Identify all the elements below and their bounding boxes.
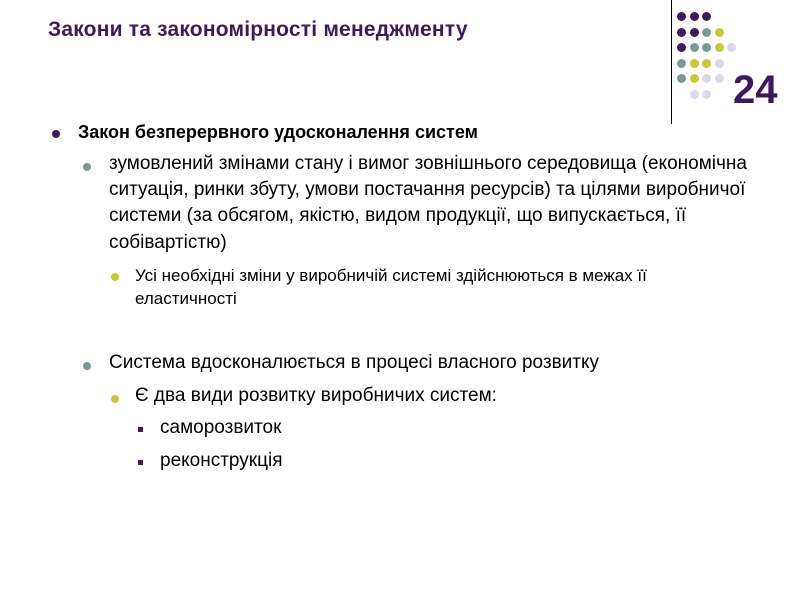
decorative-dot [677, 74, 686, 83]
decorative-dot [690, 28, 699, 37]
decorative-dot [702, 59, 711, 68]
slide-number: 24 [733, 68, 778, 112]
decorative-dot [702, 90, 711, 99]
decorative-dot [715, 59, 724, 68]
bullet-reconstruction: реконструкція [160, 448, 660, 474]
decorative-dot [677, 12, 686, 21]
decorative-dot [690, 43, 699, 52]
bullet-law-description: зумовлений змінами стану і вимог зовнішнього середовища (економічна ситуація, ринки збуту, умови постачання ресурсів) та цілями виробничої системи (за обсягом, якістю, видом продукції, що випускається, її собівартістю) [109, 151, 759, 256]
decorative-dot [690, 12, 699, 21]
decorative-dot [702, 28, 711, 37]
decorative-dot [702, 74, 711, 83]
decorative-dot [690, 90, 699, 99]
decorative-dot [715, 43, 724, 52]
bullet-elasticity: Усі необхідні зміни у виробничій системі здійснюються в межах її еластичності [135, 264, 715, 311]
bullet-icon [52, 130, 60, 138]
decorative-dot [702, 12, 711, 21]
decorative-dot [677, 43, 686, 52]
decorative-dot [702, 43, 711, 52]
bullet-icon [83, 362, 91, 370]
slide-title: Закони та закономірності менеджменту [48, 18, 468, 41]
decorative-dot [690, 74, 699, 83]
decorative-dot [715, 28, 724, 37]
bullet-icon [111, 273, 119, 281]
divider-line [671, 0, 672, 124]
square-bullet-icon [138, 460, 143, 465]
square-bullet-icon [138, 427, 143, 432]
decorative-dot [727, 43, 736, 52]
decorative-dot [715, 74, 724, 83]
bullet-self-development: саморозвиток [160, 415, 660, 441]
decorative-dot [677, 28, 686, 37]
bullet-law-title: Закон безперервного удосконалення систем [78, 120, 638, 145]
bullet-development-types: Є два види розвитку виробничих систем: [135, 383, 715, 409]
bullet-icon [83, 163, 91, 171]
decorative-dot [690, 59, 699, 68]
bullet-self-improvement: Система вдосконалюється в процесі власного розвитку [109, 350, 759, 376]
bullet-icon [111, 395, 119, 403]
decorative-dot [677, 59, 686, 68]
